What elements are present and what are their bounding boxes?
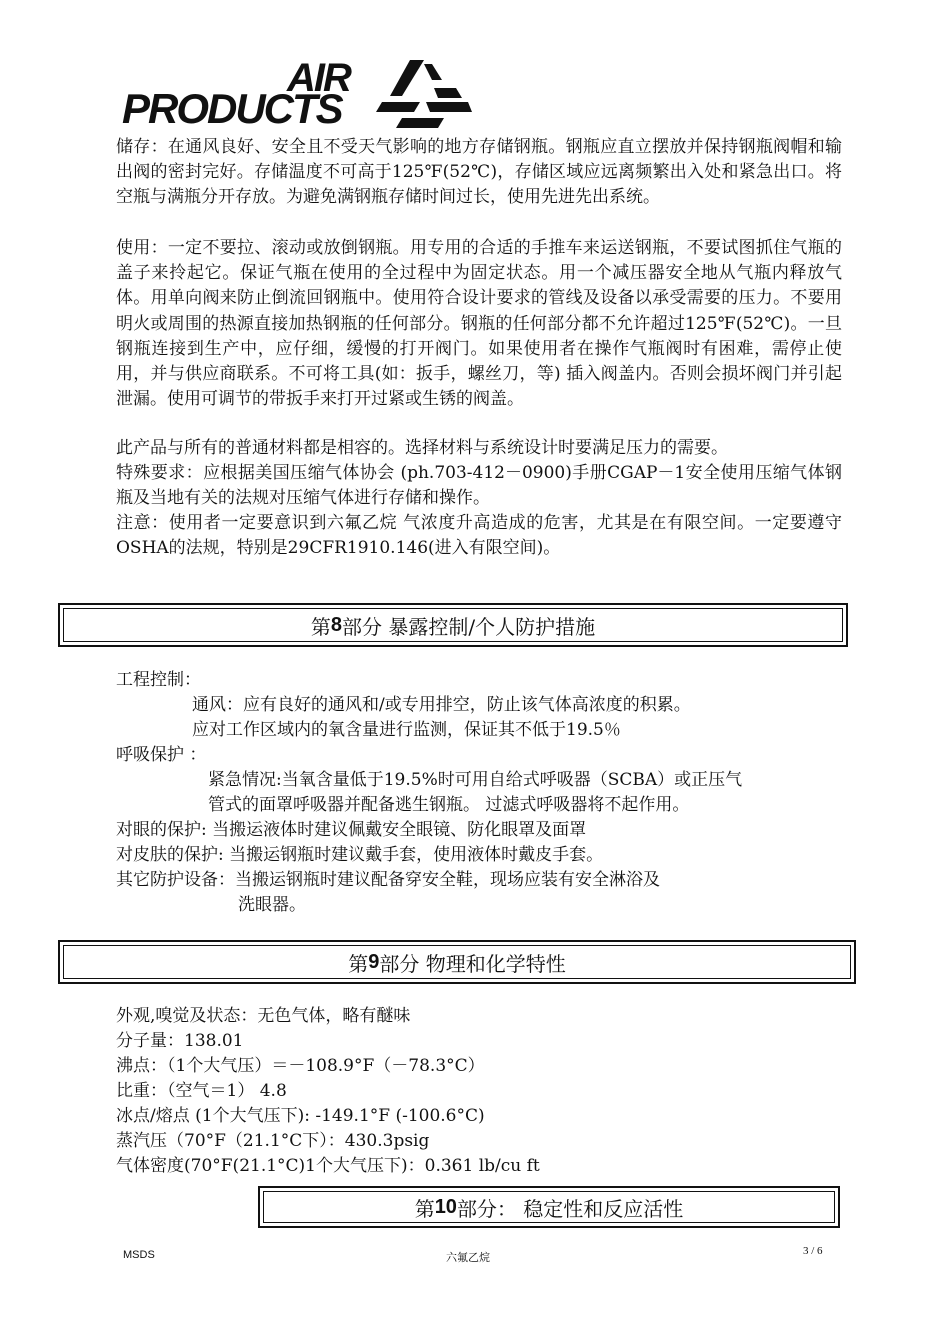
storage-paragraph: 储存：在通风良好、安全且不受天气影响的地方存储钢瓶。钢瓶应直立摆放并保持钢瓶阀帽和输出阀的密封完好。存储温度不可高于125℉(52℃)，存储区域应远离频繁出入处和紧急出口。将空瓶与满瓶分开存放。为避免满钢瓶存储时间过长，使用先进先出系统。	[116, 137, 842, 208]
specific-gravity-text: 比重：（空气＝1） 4.8	[116, 1081, 287, 1101]
emergency-respirator-text-cont: 管式的面罩呼吸器并配备逃生钢瓶。 过滤式呼吸器将不起作用。	[208, 795, 690, 815]
section-8-number: 8	[330, 613, 342, 636]
usage-paragraph: 使用：一定不要拉、滚动或放倒钢瓶。用专用的合适的手推车来运送钢瓶，不要试图抓住气瓶的盖子来拎起它。保证气瓶在使用的全过程中为固定状态。用一个减压器安全地从气瓶内释放气体。用单向阀来防止倒流回钢瓶中。使用符合设计要求的管线及设备以承受需要的压力。不要用明火或周围的热源直接加热钢瓶的任何部分。钢瓶的任何部分都不允许超过125℉(52℃)。一旦钢瓶连接到生产中，应仔细，缓慢的打开阀门。如果使用者在操作气瓶阀时有困难，需停止使用，并与供应商联系。不可将工具(如：扳手，螺丝刀，等) 插入阀盖内。否则会损坏阀门并引起泄漏。使用可调节的带扳手来打开过紧或生锈的阀盖。	[116, 238, 842, 410]
logo-mark-icon	[372, 58, 472, 130]
section-9-title: 部分 物理和化学特性	[379, 951, 566, 976]
section-10-title-prefix: 第	[414, 1196, 435, 1221]
section-8-title: 部分 暴露控制/个人防护措施	[342, 614, 596, 639]
section-8-header	[58, 603, 848, 647]
gas-density-text: 气体密度(70°F(21.1°C)1个大气压下)：0.361 lb/cu ft	[116, 1156, 540, 1176]
compatibility-paragraph: 此产品与所有的普通材料都是相容的。选择材料与系统设计时要满足压力的需要。	[116, 438, 728, 458]
other-protection-text-cont: 洗眼器。	[238, 895, 306, 915]
ventilation-text: 通风：应有良好的通风和/或专用排空，防止该气体高浓度的积累。	[192, 695, 691, 715]
engineering-controls-label: 工程控制：	[116, 670, 201, 690]
eye-protection-text: 对眼的保护: 当搬运液体时建议佩戴安全眼镜、防化眼罩及面罩	[116, 820, 587, 840]
section-9-number: 9	[368, 950, 380, 973]
section-10-number: 10	[434, 1195, 457, 1218]
footer-page-number: 3 / 6	[803, 1245, 823, 1257]
special-requirements-paragraph: 特殊要求：应根据美国压缩气体协会 (ph.703-412－0900)手册CGAP－1安全使用压缩气体钢瓶及当地有关的法规对压缩气体进行存储和操作。	[116, 463, 842, 509]
other-protection-text: 其它防护设备：当搬运钢瓶时建议配备穿安全鞋，现场应装有安全淋浴及	[116, 870, 660, 890]
logo-text-products: PRODUCTS	[122, 85, 342, 132]
freezing-point-text: 冰点/熔点 (1个大气压下): -149.1°F (-100.6°C)	[116, 1106, 485, 1126]
emergency-respirator-text: 紧急情况:当氧含量低于19.5%时可用自给式呼吸器（SCBA）或正压气	[208, 770, 743, 790]
logo-text-air: AIR	[287, 56, 350, 100]
footer-product-name: 六氟乙烷	[446, 1251, 490, 1264]
section-9-title-prefix: 第	[348, 951, 369, 976]
air-products-logo	[122, 58, 472, 130]
appearance-text: 外观,嗅觉及状态：无色气体，略有醚味	[116, 1006, 411, 1026]
boiling-point-text: 沸点：（1个大气压）＝－108.9°F（－78.3°C）	[116, 1056, 485, 1076]
vapor-pressure-text: 蒸汽压（70°F（21.1°C下）：430.3psig	[116, 1131, 430, 1151]
skin-protection-text: 对皮肤的保护: 当搬运钢瓶时建议戴手套，使用液体时戴皮手套。	[116, 845, 604, 865]
section-10-title: 部分： 稳定性和反应活性	[456, 1196, 684, 1221]
footer-doc-type: MSDS	[123, 1249, 155, 1261]
caution-paragraph: 注意：使用者一定要意识到六氟乙烷 气浓度升高造成的危害，尤其是在有限空间。一定要遵守OSHA的法规，特别是29CFR1910.146(进入有限空间)。	[116, 513, 842, 559]
section-10-header	[258, 1186, 840, 1228]
oxygen-monitoring-text: 应对工作区域内的氧含量进行监测，保证其不低于19.5％	[192, 720, 621, 740]
section-8-title-prefix: 第	[310, 614, 331, 639]
molecular-weight-text: 分子量：138.01	[116, 1031, 244, 1051]
section-9-header	[58, 940, 856, 984]
respiratory-protection-label: 呼吸保护 ：	[116, 745, 207, 765]
